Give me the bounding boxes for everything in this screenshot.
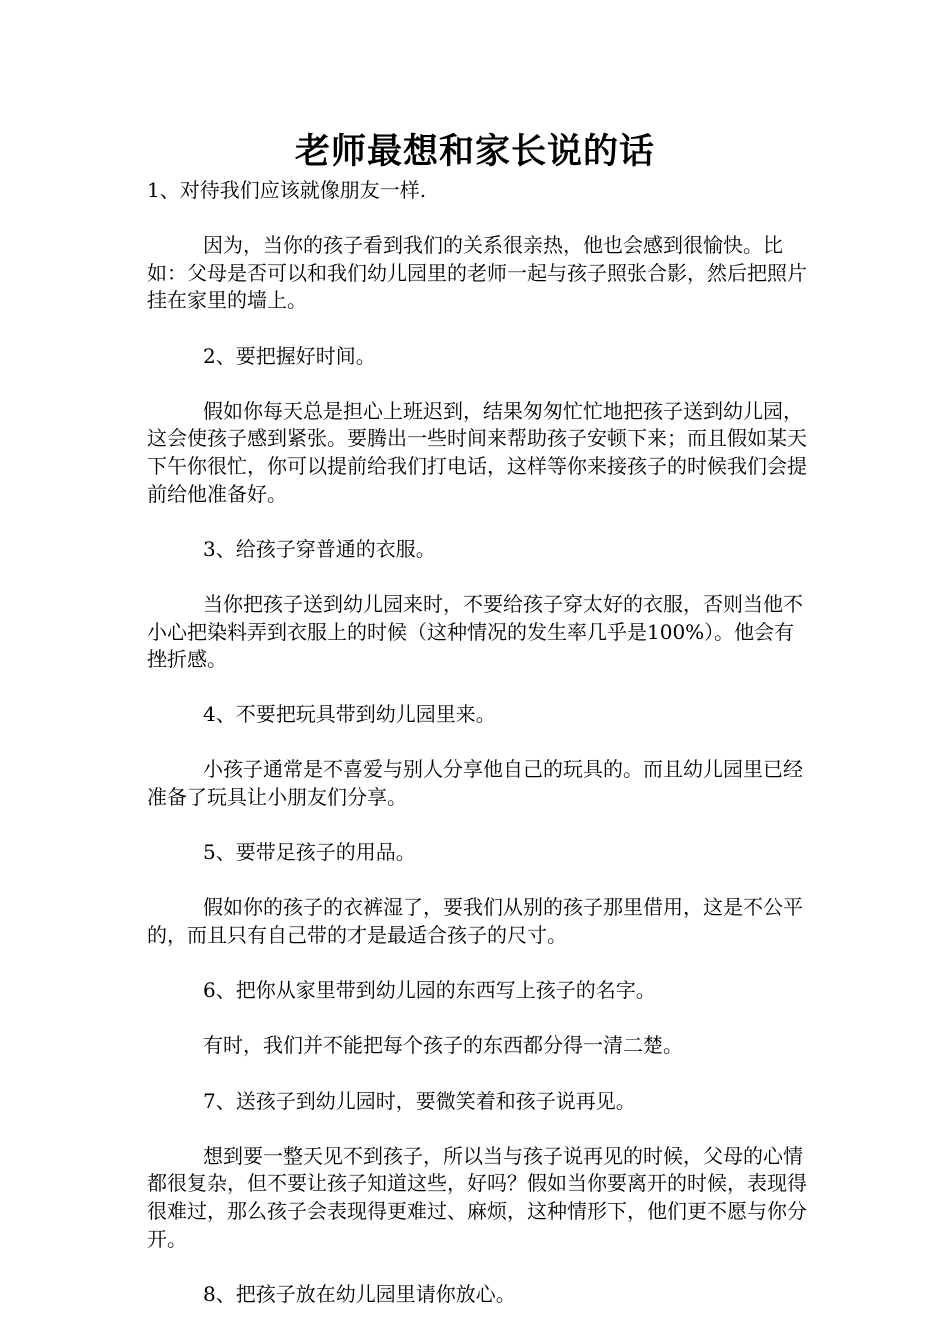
- section-heading-8: 8、把孩子放在幼儿园里请你放心。: [203, 1281, 516, 1306]
- paragraph-2: 假如你每天总是担心上班迟到，结果匆匆忙忙地把孩子送到幼儿园，这会使孩子感到紧张。要腾出一些时间来帮助孩子安顿下来；而且假如某天下午你很忙，你可以提前给我们打电话，这样等你来接孩子的时候我们会提前给他准备好。: [147, 398, 807, 506]
- section-heading-1: 1、对待我们应该就像朋友一样.: [147, 178, 427, 202]
- section-heading-6: 6、把你从家里带到幼儿园的东西写上孩子的名字。: [203, 978, 656, 1003]
- paragraph-1: 因为，当你的孩子看到我们的关系很亲热，他也会感到很愉快。比如：父母是否可以和我们幼儿园里的老师一起与孩子照张合影，然后把照片挂在家里的墙上。: [147, 233, 807, 313]
- section-heading-5: 5、要带足孩子的用品。: [203, 840, 416, 865]
- paragraph-6: 有时，我们并不能把每个孩子的东西都分得一清二楚。: [203, 1033, 683, 1058]
- paragraph-5: 假如你的孩子的衣裤湿了，要我们从别的孩子那里借用，这是不公平的，而且只有自己带的才是最适合孩子的尺寸。: [147, 895, 803, 948]
- document-title: 老师最想和家长说的话: [294, 131, 655, 172]
- paragraph-3: 当你把孩子送到幼儿园来时，不要给孩子穿太好的衣服，否则当他不小心把染料弄到衣服上的时候（这种情况的发生率几乎是100%）。他会有挫折感。: [147, 591, 803, 672]
- paragraph-4: 小孩子通常是不喜爱与别人分享他自己的玩具的。而且幼儿园里已经准备了玩具让小朋友们分享。: [147, 757, 803, 810]
- section-heading-3: 3、给孩子穿普通的衣服。: [203, 536, 436, 561]
- section-heading-7: 7、送孩子到幼儿园时，要微笑着和孩子说再见。: [203, 1088, 636, 1113]
- section-heading-2: 2、要把握好时间。: [203, 343, 376, 368]
- section-heading-4: 4、不要把玩具带到幼儿园里来。: [203, 702, 496, 727]
- paragraph-7: 想到要一整天见不到孩子，所以当与孩子说再见的时候，父母的心情都很复杂，但不要让孩子知道这些，好吗？假如当你要离开的时候，表现得很难过，那么孩子会表现得更难过、麻烦，这种情形下，他们更不愿与你分开。: [147, 1143, 807, 1251]
- document-body: [147, 177, 809, 1308]
